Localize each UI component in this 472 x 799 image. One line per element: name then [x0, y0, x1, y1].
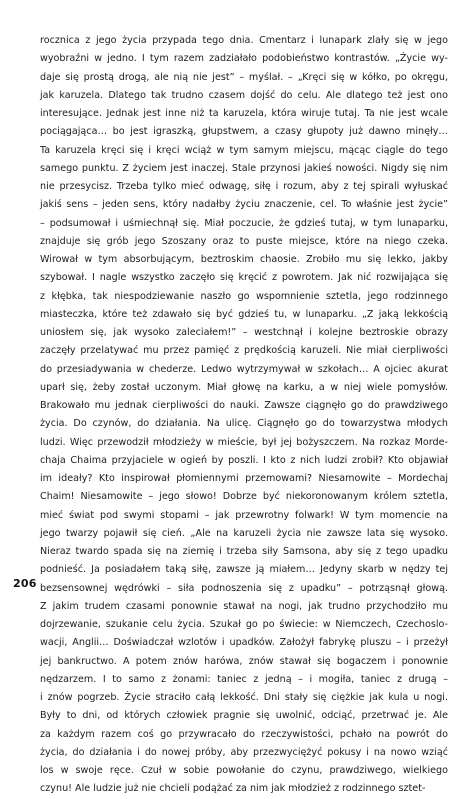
text-line: uniosłem się, jak wysoko zaleciałem!” – westchnął i kolejne beztroskie obrazy	[40, 327, 448, 338]
text-line: nie przesycisz. Trzeba tylko mieć odwagę, siłę i rozum, aby z tej spirali wyłuskać	[40, 181, 448, 192]
text-line: do przesiadywania w chederze. Ledwo wytrzymywał w szkołach… A ojciec akurat	[40, 363, 448, 375]
text-line: Nieraz twardo spada się na ziemię i trzeba siły Samsona, aby się z tego upadku	[40, 546, 448, 557]
text-line: jej bankructwo. A potem znów harówa, znów stawał się bogaczem i ponownie	[40, 655, 448, 667]
text-line: życia, do działania i do nowej próby, aby przezwyciężyć pokusy i na nowo wziąć	[40, 746, 448, 758]
text-line: szybował. I nagle wszystko zaczęło się kręcić z powrotem. Jak nić rozwijająca się	[40, 272, 448, 284]
page-number: 206	[13, 577, 37, 590]
text-line: Chaim! Niesamowite – jego słowo! Dobrze być niekoronowanym królem sztetla,	[40, 491, 448, 503]
text-line: nędzarzem. I to samo z żonami: taniec z jedną – i mogiła, taniec z drugą –	[40, 673, 448, 685]
text-line: im ideały? Kto inspirował płomiennymi przemowami? Niesamowite – Mordechaj	[40, 473, 448, 484]
text-line: mieć świat pod swymi stopami – jak przewrotny folwark! W tym momencie na	[40, 509, 448, 521]
text-line: podnieść. Ja posiadałem taką siłę, zawsze ją miałem… Jedyny skarb w nędzy tej	[40, 564, 448, 576]
text-line: Wirował w tym absorbującym, beztroskim chaosie. Zrobiło mu się lekko, jakby	[40, 254, 448, 265]
text-line: i znów pogrzeb. Życie straciło całą lekkość. Dni stały się ciężkie jak kula u nogi.	[40, 692, 448, 703]
text-line: jakiś sens – jeden sens, który nadałby życiu znaczenie, cel. To właśnie jest życie”	[40, 199, 448, 211]
text-line: życia. Do czynów, do działania. Na ulicę. Ciągnęło go do towarzystwa młodych	[40, 418, 448, 430]
text-line: zaczęły przelatywać mu przez pamięć z prędkością karuzeli. Nie miał cierpliwości	[40, 345, 448, 357]
text-line: interesujące. Jednak jest inne niż ta karuzela, która wiruje tutaj. Ta nie jest wcale	[40, 108, 448, 119]
text-line: znajduje się grób jego Szoszany oraz to puste miejsce, które na niego czeka.	[40, 235, 448, 247]
text-line: samego punktu. Z życiem jest inaczej. Stale przynosi jakieś nowości. Nigdy się nim	[40, 162, 448, 174]
text-line: Były to dni, od których człowiek pragnie się uwolnić, odciąć, przetrwać je. Ale	[40, 710, 448, 722]
text-line: rocznica z jego życia przypada tego dnia. Cmentarz i lunapark zlały się w jego	[40, 35, 448, 46]
text-line: Ta karuzela kręci się i kręci wciąż w tym samym miejscu, mącąc ciągle do tego	[40, 144, 448, 156]
text-line: los w swoje ręce. Czuł w sobie powołanie do czynu, prawdziwego, wielkiego	[40, 765, 448, 776]
text-line: uparł się, żeby został uczonym. Miał głowę na karku, a w niej wiele pomysłów.	[40, 381, 448, 393]
text-line: chaja Chaima przyjaciele w ogień by poszli. I kto z nich ludzi zrobił? Kto objawiał	[40, 454, 448, 466]
text-line: pociągająca… bo jest igraszką, głupstwem, a czasy głupoty już dawno minęły…	[40, 126, 448, 138]
text-line: – podsumował i uśmiechnął się. Miał poczucie, że gdzieś tutaj, w tym lunaparku,	[40, 217, 448, 229]
text-line: daje się prostą drogą, ale nią nie jest” – myślał. – „Kręci się w kółko, po okręgu,	[40, 71, 448, 83]
text-line: bezsensownej wędrówki – siła podnoszenia się z upadku” – potrząsnął głową.	[40, 582, 448, 594]
text-line: wacji, Anglii… Doświadczał wzlotów i upadków. Założył fabrykę pluszu – i przeżył	[40, 637, 448, 649]
text-line: jego twarzy pojawił się cień. „Ale na karuzeli życia nie zawsze lata się wysoko.	[40, 527, 448, 539]
text-line: dojrzewanie, szukanie celu życia. Szukał go po świecie: w Niemczech, Czechoslo-	[40, 619, 448, 630]
text-line: miasteczka, które też zdawało się być gdzieś tu, w lunaparku. „Z jaką lekkością	[40, 308, 448, 320]
body-text	[40, 32, 448, 799]
text-line: za każdym razem coś go przywracało do rzeczywistości, pchało na powrót do	[40, 728, 448, 740]
text-line: czynu! Ale ludzie już nie chcieli podążać za nim jak młodzież z rodzinnego sztet-	[40, 783, 426, 795]
text-line: jak karuzela. Dlatego tak trudno czasem dojść do celu. Ale dlatego też jest ono	[40, 89, 448, 101]
text-line: z kłębka, tak niespodziewanie naszło go wspomnienie sztetla, jego rodzinnego	[40, 290, 448, 302]
text-line: wyobraźni w jedno. I tym razem zadziałało podobieństwo kontrastów. „Życie wy-	[40, 53, 448, 65]
text-line: Z jakim trudem czasami ponownie stawał na nogi, jak trudno przychodziło mu	[40, 600, 448, 612]
text-line: ludzi. Więc przewodził młodzieży w mieście, był jej bożyszczem. Na rozkaz Morde-	[40, 436, 448, 448]
text-line: Brakowało mu jednak cierpliwości do nauki. Zawsze ciągnęło go do prawdziwego	[40, 400, 448, 411]
